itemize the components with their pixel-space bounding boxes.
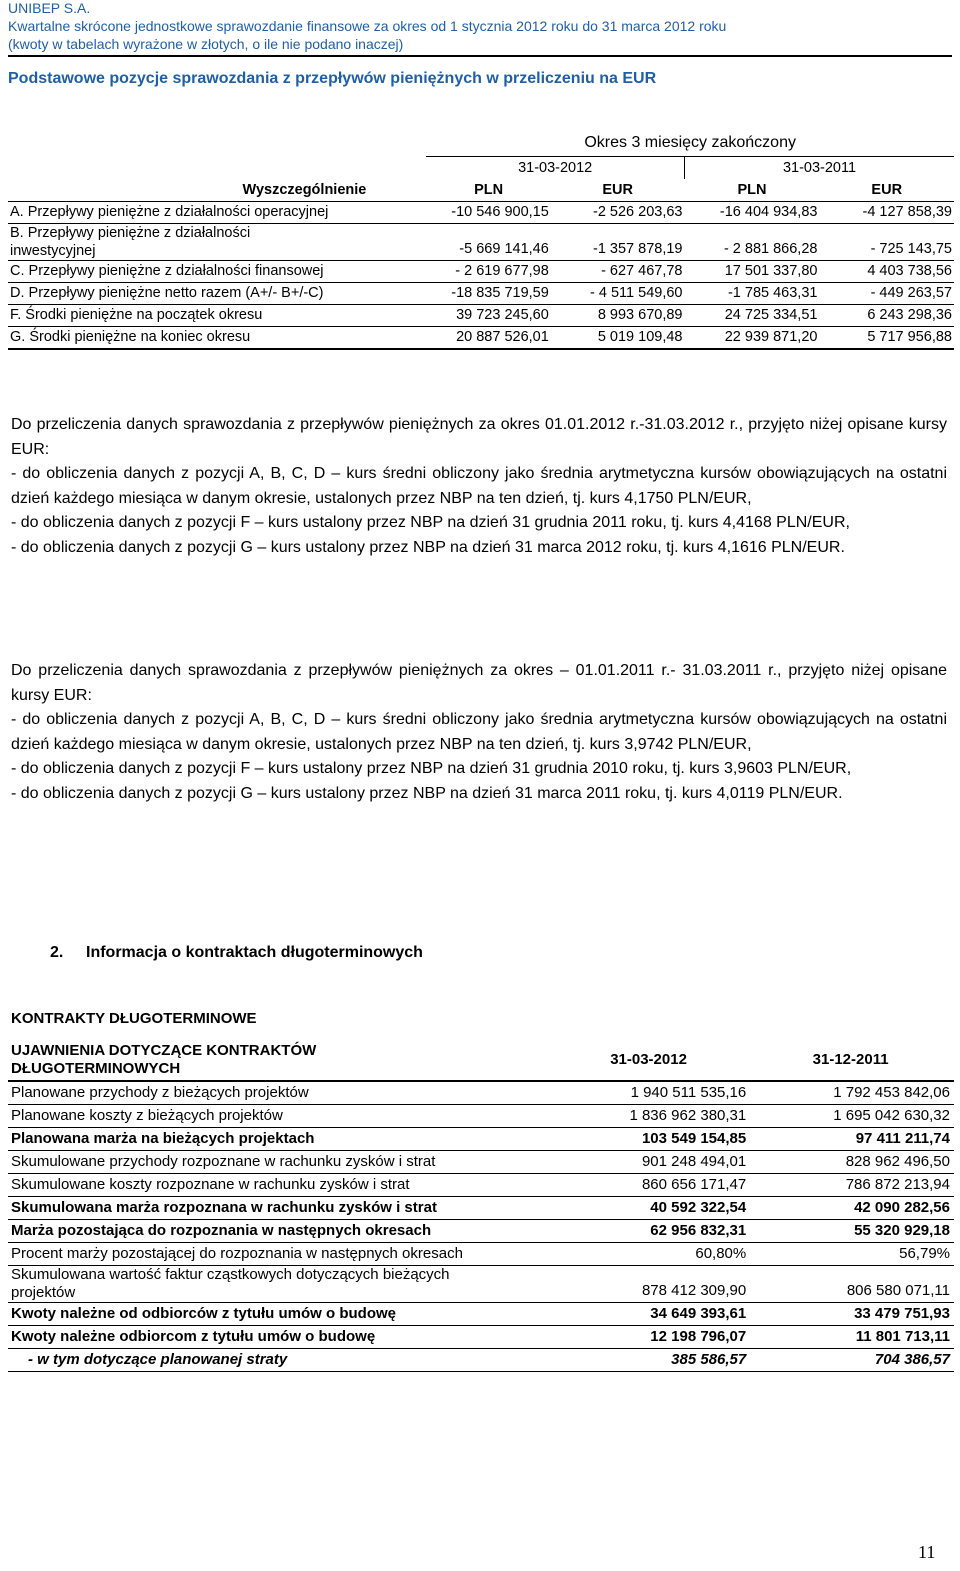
table-row: [8, 224, 954, 261]
paragraph-item: - do obliczenia danych z pozycji G – kurs ustalony przez NBP na dzień 31 marca 2011 roku, tj. kurs 4,0119 PLN/EUR.: [11, 784, 843, 802]
row-value: - 2 619 677,98: [426, 261, 550, 283]
row-value: - 725 143,75: [819, 224, 954, 261]
contracts-header-date: 31-03-2012: [548, 1042, 748, 1081]
row-label: Planowane koszty z bieżących projektów: [8, 1105, 548, 1128]
page-number: 11: [918, 1542, 936, 1562]
row-value: -2 526 203,63: [551, 202, 685, 224]
table-row: [8, 1220, 954, 1243]
row-value: 24 725 334,51: [685, 305, 820, 327]
date-2011: 31-03-2011: [685, 157, 955, 180]
table-row: [8, 1349, 954, 1372]
row-value: 1 792 453 842,06: [748, 1081, 954, 1105]
row-label: Kwoty należne od odbiorców z tytułu umów o budowę: [8, 1303, 548, 1326]
row-value: - 449 263,57: [819, 283, 954, 305]
info-heading: [50, 944, 423, 962]
row-label: Kwoty należne odbiorcom z tytułu umów o budowę: [8, 1326, 548, 1349]
table-row: [8, 283, 954, 305]
date-2012: 31-03-2012: [518, 160, 593, 176]
row-value: 22 939 871,20: [685, 327, 820, 350]
row-value: 40 592 322,54: [548, 1197, 748, 1220]
contracts-header-label: UJAWNIENIA DOTYCZĄCE KONTRAKTÓW DŁUGOTERMINOWYCH: [11, 1042, 317, 1077]
row-value: 60,80%: [548, 1243, 748, 1266]
row-value: 17 501 337,80: [685, 261, 820, 283]
row-value: - 4 511 549,60: [551, 283, 685, 305]
table-row: [8, 1326, 954, 1349]
exchange-rates-2011: [11, 659, 947, 806]
table-row: [8, 202, 954, 224]
paragraph-item: - do obliczenia danych z pozycji G – kurs ustalony przez NBP na dzień 31 marca 2012 roku, tj. kurs 4,1616 PLN/EUR.: [11, 538, 845, 556]
row-value: 12 198 796,07: [548, 1326, 748, 1349]
row-value: 5 019 109,48: [551, 327, 685, 350]
row-label: G. Środki pieniężne na koniec okresu: [8, 327, 426, 350]
cashflow-eur-table: [8, 130, 954, 350]
row-value: 97 411 211,74: [748, 1128, 954, 1151]
table-row: [8, 1243, 954, 1266]
row-value: 901 248 494,01: [548, 1151, 748, 1174]
row-value: 860 656 171,47: [548, 1174, 748, 1197]
row-value: 704 386,57: [748, 1349, 954, 1372]
table-row: [8, 327, 954, 350]
row-label: Skumulowane koszty rozpoznane w rachunku zysków i strat: [8, 1174, 548, 1197]
info-title: Informacja o kontraktach długoterminowych: [86, 944, 423, 961]
currency-header: PLN: [426, 179, 550, 202]
row-value: 5 717 956,88: [819, 327, 954, 350]
row-value: 62 956 832,31: [548, 1220, 748, 1243]
paragraph-item: - do obliczenia danych z pozycji F – kurs ustalony przez NBP na dzień 31 grudnia 2011 roku, tj. kurs 4,4168 PLN/EUR,: [11, 514, 850, 531]
paragraph-item: - do obliczenia danych z pozycji A, B, C, D – kurs średni obliczony jako średnia arytmetyczna kursów obowiązujących na ostatni dzień każdego miesiąca w danym okresie, ustalonych przez NBP na ten dzień, tj. kurs 3,9742 PLN/EUR,: [11, 711, 947, 753]
row-value: 42 090 282,56: [748, 1197, 954, 1220]
row-label: Planowana marża na bieżących projektach: [8, 1128, 548, 1151]
row-label: C. Przepływy pieniężne z działalności finansowej: [8, 261, 426, 283]
document-header: [8, 0, 952, 57]
row-value: 55 320 929,18: [748, 1220, 954, 1243]
exchange-rates-2012: [11, 413, 947, 560]
row-value: 1 940 511 535,16: [548, 1081, 748, 1105]
row-value: -16 404 934,83: [685, 202, 820, 224]
row-value: 56,79%: [748, 1243, 954, 1266]
currency-header: EUR: [819, 179, 954, 202]
row-value: -1 785 463,31: [685, 283, 820, 305]
table-row: [8, 1081, 954, 1105]
row-value: - 627 467,78: [551, 261, 685, 283]
row-label: - w tym dotyczące planowanej straty: [8, 1349, 548, 1372]
row-value: 1 836 962 380,31: [548, 1105, 748, 1128]
row-value: 34 649 393,61: [548, 1303, 748, 1326]
column-header-description: Wyszczególnienie: [8, 179, 426, 202]
table-row: [8, 1266, 954, 1303]
table-row: [8, 261, 954, 283]
table-row: [8, 1151, 954, 1174]
company-name: UNIBEP S.A.: [8, 0, 91, 16]
row-value: -18 835 719,59: [426, 283, 550, 305]
row-value: 385 586,57: [548, 1349, 748, 1372]
row-value: 20 887 526,01: [426, 327, 550, 350]
row-value: - 2 881 866,28: [685, 224, 820, 261]
table-row: [8, 1174, 954, 1197]
row-value: -1 357 878,19: [551, 224, 685, 261]
paragraph-item: - do obliczenia danych z pozycji A, B, C, D – kurs średni obliczony jako średnia arytmetyczna kursów obowiązujących na ostatni dzień każdego miesiąca w danym okresie, ustalonych przez NBP na ten dzień, tj. kurs 4,1750 PLN/EUR,: [11, 465, 947, 507]
row-value: 806 580 071,11: [748, 1266, 954, 1303]
table-row: [8, 1303, 954, 1326]
currency-header: EUR: [551, 179, 685, 202]
paragraph-intro: Do przeliczenia danych sprawozdania z przepływów pieniężnych za okres 01.01.2012 r.-31.03.2012 r., przyjęto niżej opisane kursy EUR:: [11, 416, 947, 458]
info-number: 2.: [50, 944, 64, 961]
contracts-table: [8, 1042, 954, 1372]
currency-header: PLN: [685, 179, 820, 202]
row-value: 8 993 670,89: [551, 305, 685, 327]
row-label: A. Przepływy pieniężne z działalności operacyjnej: [8, 202, 426, 224]
paragraph-intro: Do przeliczenia danych sprawozdania z przepływów pieniężnych za okres – 01.01.2011 r.- 31.03.2011 r., przyjęto niżej opisane kursy EUR:: [11, 662, 947, 704]
row-label: Skumulowana wartość faktur cząstkowych dotyczących bieżących projektów: [11, 1266, 450, 1301]
row-label: Planowane przychody z bieżących projektów: [8, 1081, 548, 1105]
row-value: 39 723 245,60: [426, 305, 550, 327]
row-value: -5 669 141,46: [426, 224, 550, 261]
section-title: Podstawowe pozycje sprawozdania z przepływów pieniężnych w przeliczeniu na EUR: [8, 70, 657, 87]
row-value: 786 872 213,94: [748, 1174, 954, 1197]
row-label: Marża pozostająca do rozpoznania w następnych okresach: [8, 1220, 548, 1243]
row-value: 103 549 154,85: [548, 1128, 748, 1151]
row-label: Skumulowane przychody rozpoznane w rachunku zysków i strat: [8, 1151, 548, 1174]
row-value: -4 127 858,39: [819, 202, 954, 224]
row-value: 11 801 713,11: [748, 1326, 954, 1349]
table-row: [8, 1105, 954, 1128]
contracts-header-date: 31-12-2011: [748, 1042, 954, 1081]
row-value: 1 695 042 630,32: [748, 1105, 954, 1128]
row-label: B. Przepływy pieniężne z działalności inwestycyjnej: [10, 225, 251, 259]
contracts-title: KONTRAKTY DŁUGOTERMINOWE: [11, 1010, 257, 1027]
table-row: [8, 305, 954, 327]
row-value: 33 479 751,93: [748, 1303, 954, 1326]
table-row: [8, 1197, 954, 1220]
row-label: F. Środki pieniężne na początek okresu: [8, 305, 426, 327]
row-value: 6 243 298,36: [819, 305, 954, 327]
row-value: 828 962 496,50: [748, 1151, 954, 1174]
report-title: Kwartalne skrócone jednostkowe sprawozdanie finansowe za okres od 1 stycznia 2012 roku do 31 marca 2012 roku: [8, 18, 727, 34]
row-value: 878 412 309,90: [548, 1266, 748, 1303]
row-label: Skumulowana marża rozpoznana w rachunku zysków i strat: [8, 1197, 548, 1220]
period-label: Okres 3 miesięcy zakończony: [426, 130, 954, 157]
paragraph-item: - do obliczenia danych z pozycji F – kurs ustalony przez NBP na dzień 31 grudnia 2010 roku, tj. kurs 3,9603 PLN/EUR,: [11, 760, 852, 777]
row-value: 4 403 738,56: [819, 261, 954, 283]
row-label: D. Przepływy pieniężne netto razem (A+/- B+/-C): [8, 283, 426, 305]
table-row: [8, 1128, 954, 1151]
amounts-note: (kwoty w tabelach wyrażone w złotych, o ile nie podano inaczej): [8, 36, 404, 52]
row-value: -10 546 900,15: [426, 202, 550, 224]
row-label: Procent marży pozostającej do rozpoznania w następnych okresach: [8, 1243, 548, 1266]
